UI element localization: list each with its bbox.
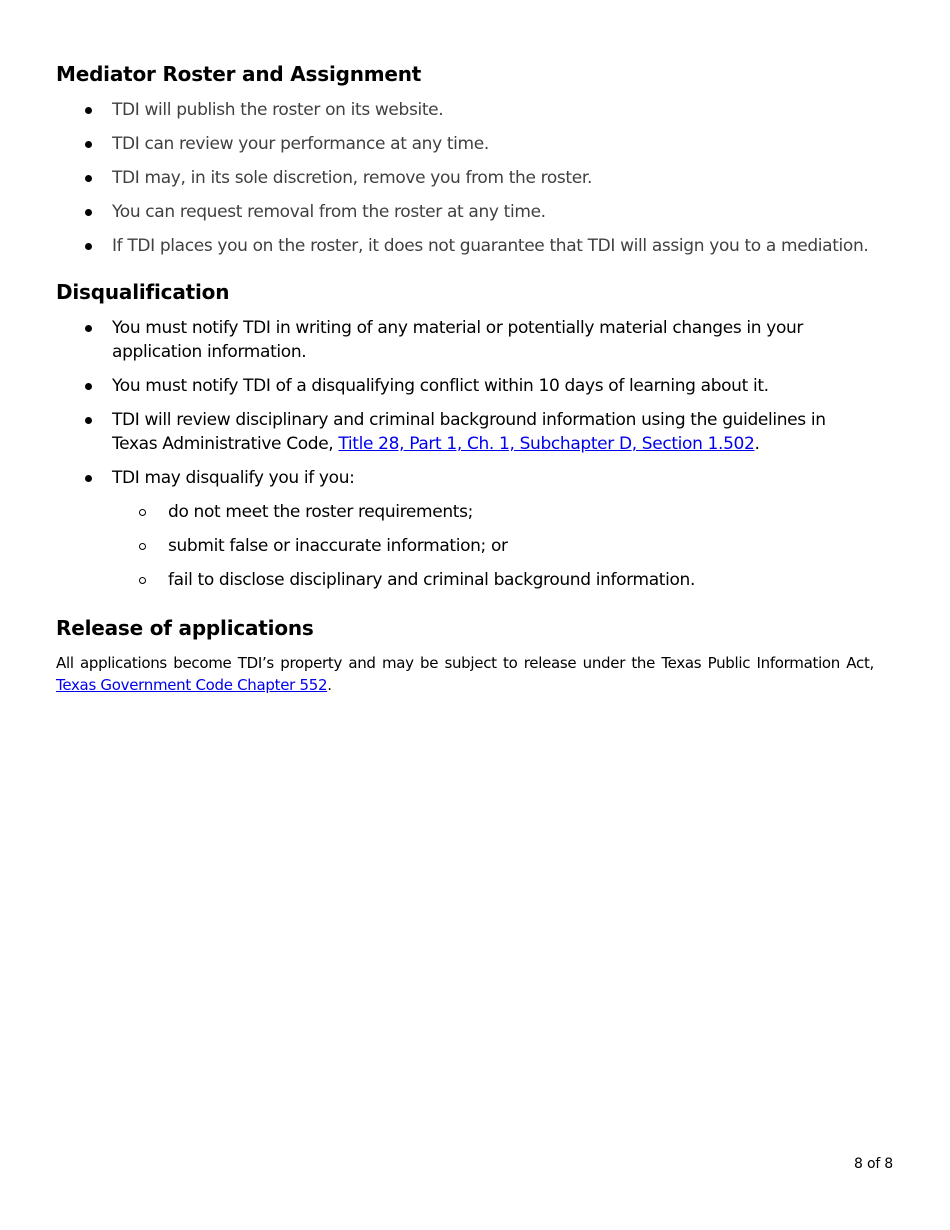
list-item: You must notify TDI in writing of any material or potentially material changes in your application information. xyxy=(56,316,874,364)
list-item: TDI may disqualify you if you: do not meet the roster requirements; submit false or inaccurate information; or fail to disclose disciplinary and criminal background information. xyxy=(56,466,874,592)
sub-list-item: do not meet the roster requirements; xyxy=(112,500,874,524)
bullet-icon xyxy=(85,243,92,250)
roster-heading: Mediator Roster and Assignment xyxy=(56,62,422,86)
tac-title-28-link[interactable]: Title 28, Part 1, Ch. 1, Subchapter D, Section 1.502 xyxy=(338,434,755,454)
list-item: TDI will publish the roster on its website. xyxy=(56,98,874,122)
bullet-icon xyxy=(85,383,92,390)
list-item: TDI will review disciplinary and criminal background information using the guidelines in Texas Administrative Code, Title 28, Part 1, Ch. 1, Subchapter D, Section 1.502. xyxy=(56,408,874,456)
circle-bullet-icon xyxy=(139,577,146,584)
disqualification-list xyxy=(56,316,874,602)
list-item: TDI may, in its sole discretion, remove you from the roster. xyxy=(56,166,874,190)
bullet-icon xyxy=(85,107,92,114)
list-item: You must notify TDI of a disqualifying conflict within 10 days of learning about it. xyxy=(56,374,874,398)
page-number: 8 of 8 xyxy=(854,1156,894,1172)
bullet-icon xyxy=(85,325,92,332)
disqualify-reasons-list xyxy=(112,500,874,592)
circle-bullet-icon xyxy=(139,509,146,516)
bullet-icon xyxy=(85,209,92,216)
release-heading: Release of applications xyxy=(56,616,314,640)
list-item: TDI can review your performance at any time. xyxy=(56,132,874,156)
roster-list xyxy=(56,98,874,268)
disqualification-heading: Disqualification xyxy=(56,280,230,304)
bullet-icon xyxy=(85,141,92,148)
bullet-icon xyxy=(85,475,92,482)
bullet-icon xyxy=(85,175,92,182)
sub-list-item: fail to disclose disciplinary and criminal background information. xyxy=(112,568,874,592)
sub-list-item: submit false or inaccurate information; or xyxy=(112,534,874,558)
bullet-icon xyxy=(85,417,92,424)
list-item: You can request removal from the roster at any time. xyxy=(56,200,874,224)
gov-code-552-link[interactable]: Texas Government Code Chapter 552 xyxy=(56,676,328,694)
release-paragraph: All applications become TDI’s property and may be subject to release under the Texas Public Information Act, Texas Government Code Chapter 552. xyxy=(56,654,874,694)
circle-bullet-icon xyxy=(139,543,146,550)
list-item: If TDI places you on the roster, it does not guarantee that TDI will assign you to a mediation. xyxy=(56,234,874,258)
